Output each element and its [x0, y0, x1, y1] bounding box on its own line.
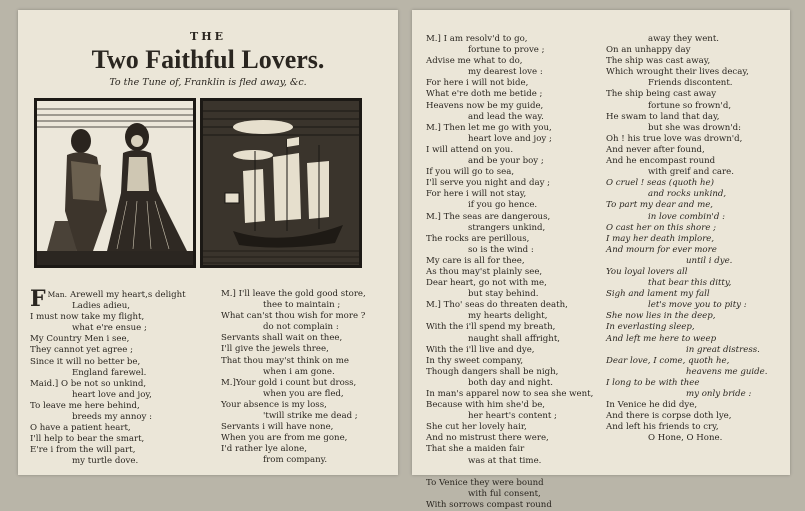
verse-line: You loyal lovers all: [606, 266, 688, 277]
verse-line: England farewel.: [72, 367, 147, 378]
verse-line: M.]Your gold i count but dross,: [221, 377, 357, 388]
verse-line: Though dangers shall be nigh,: [426, 366, 559, 377]
verse-line: With the i'll spend my breath,: [426, 322, 556, 333]
verse-line: in great distress.: [686, 344, 760, 355]
verse-line: let's move you to pity :: [648, 300, 747, 311]
woodcut-ship: [200, 98, 362, 268]
verse-line: O Hone, O Hone.: [648, 433, 723, 444]
verse-line: Which wrought their lives decay,: [606, 67, 749, 78]
verse-line: Your absence is my loss,: [221, 399, 327, 410]
verse-line: And he encompast round: [606, 156, 716, 167]
verse-line: He swam to land that day,: [606, 111, 720, 122]
verse-line: I'll serve you night and day ;: [426, 178, 551, 189]
verse-line: Servants shall wait on thee,: [221, 333, 343, 344]
verse-line: Maid.] O be not so unkind,: [30, 378, 147, 389]
verse-line: That she a maiden fair: [426, 444, 525, 455]
verse-line: my turtle dove.: [72, 456, 139, 467]
verse-line: thee to maintain ;: [263, 300, 341, 311]
verse-line: And left me here to weep: [606, 333, 717, 344]
verse-line: She now lies in the deep,: [606, 311, 716, 322]
verse-line: With sorrows compast round: [426, 499, 552, 510]
verse-line: M.] I am resolv'd to go,: [426, 34, 528, 44]
verse-line: To leave me here behind,: [30, 400, 140, 411]
verse-line: if you go hence.: [468, 200, 538, 211]
verse-line: She cut her lovely hair,: [426, 422, 527, 433]
verse-line: In Venice he did dye,: [606, 400, 698, 411]
right-page: [412, 10, 790, 510]
verse-line: M.] Tho' seas do threaten death,: [426, 300, 568, 311]
verse-line: The ship was cast away,: [606, 56, 711, 67]
verse-line: when i am gone.: [263, 366, 335, 377]
drop-cap: F: [30, 286, 46, 312]
verse-line: heart love and joy ;: [468, 133, 552, 144]
verse-line: They cannot yet agree ;: [30, 345, 133, 356]
verse-line: I may her death implore,: [606, 233, 715, 244]
verse-line: And no mistrust there were,: [426, 433, 549, 444]
verse-line: in love combin'd :: [648, 211, 726, 222]
speaker-tag: Man.: [47, 290, 67, 299]
verse-line: Dear heart, go not with me,: [426, 278, 547, 289]
verse-line: O cruel ! seas (quoth he): [606, 178, 715, 189]
verse-line: And never after found,: [606, 144, 705, 155]
verse-line: but stay behind.: [468, 289, 539, 300]
verse-line: I must now take my flight,: [30, 312, 145, 323]
verse-line: When you are from me gone,: [221, 433, 348, 444]
verse-line: Because with him she'd be,: [426, 400, 546, 411]
verse-line: My care is all for thee,: [426, 255, 525, 266]
verse-line: from company.: [263, 455, 328, 466]
verse-line: On an unhappy day: [606, 45, 691, 56]
verse-line: what e're ensue ;: [72, 323, 147, 334]
verse-line: And mourn for ever more: [606, 244, 717, 255]
verse-line: and rocks unkind,: [648, 189, 727, 200]
woodcut-couple: [34, 98, 196, 268]
verse-line: Sigh and lament my fall: [606, 289, 710, 300]
verse-line: both day and night.: [468, 377, 554, 388]
verse-line: [426, 467, 606, 478]
verse-line: heavens me guide.: [686, 366, 768, 377]
verse-line: Advise me what to do,: [426, 56, 523, 67]
verse-line: And left his friends to cry,: [606, 422, 719, 433]
verse-line: Dear love, I come, quoth he,: [606, 355, 730, 366]
verse-line: my only bride :: [686, 389, 752, 399]
verse-line: In everlasting sleep,: [606, 322, 695, 333]
verse-line: heart love and joy,: [72, 389, 152, 400]
verse-line: What e're doth me betide ;: [426, 89, 543, 100]
verse-line: Oh ! his true love was drown'd,: [606, 133, 743, 144]
verse-line: What can'st thou wish for more ?: [221, 311, 366, 322]
verse-line: That thou may'st think on me: [221, 355, 349, 366]
verse-line: strangers unkind,: [468, 222, 546, 233]
right-page-column-2: [606, 34, 786, 444]
verse-line: fortune so frown'd,: [648, 100, 732, 111]
verse-line: M.] The seas are dangerous,: [426, 211, 551, 222]
verse-line: I will attend on you.: [426, 144, 514, 155]
verse-line: O cast her on this shore ;: [606, 222, 717, 233]
verse-line: with greif and care.: [648, 167, 734, 178]
verse-line: For here i will not stay,: [426, 189, 527, 200]
verse-line: was at that time.: [468, 455, 542, 466]
verse-line: with ful consent,: [468, 488, 541, 499]
verse-line: O have a patient heart,: [30, 423, 131, 434]
verse-line: For here i will not bide,: [426, 78, 529, 89]
verse-line: Ladies adieu,: [72, 301, 131, 312]
tune-line: To the Tune of, Franklin is fled away, &c.: [109, 77, 307, 88]
verse-line: As thou may'st plainly see,: [426, 266, 543, 277]
verse-line: I'll give the jewels three,: [221, 344, 329, 355]
verse-line: her heart's content ;: [468, 411, 557, 422]
verse-text: Arewell my heart,s delight: [70, 290, 186, 300]
verse-line: I'll help to bear the smart,: [30, 434, 145, 445]
verse-line: fortune to prove ;: [468, 45, 545, 56]
verse-line: M.] Then let me go with you,: [426, 122, 552, 133]
verse-line: To Venice they were bound: [426, 477, 544, 488]
page-title: Two Faithful Lovers.: [91, 45, 325, 74]
verse-line: And there is corpse doth lye,: [606, 411, 732, 422]
title-the: THE: [190, 30, 226, 43]
verse-line: Friends discontent.: [648, 78, 733, 89]
verse-line: I long to be with thee: [606, 377, 700, 388]
verse-line: that bear this ditty,: [648, 278, 732, 289]
verse-line: In man's apparel now to sea she went,: [426, 389, 594, 399]
verse-line: my dearest love :: [468, 67, 543, 78]
verse-line: In thy sweet company,: [426, 355, 524, 366]
verse-line: so is the wind :: [468, 244, 534, 255]
verse-line: my hearts delight,: [468, 311, 548, 322]
verse-line: and lead the way.: [468, 111, 544, 122]
verse-line: but she was drown'd:: [648, 122, 742, 133]
verse-line: away they went.: [648, 34, 720, 44]
verse-line: Heavens now be my guide,: [426, 100, 544, 111]
verse-line: and be your boy ;: [468, 156, 544, 167]
verse-line: breeds my annoy :: [72, 412, 153, 423]
left-page: [18, 10, 398, 475]
verse-line: My Country Men i see,: [30, 334, 130, 345]
verse-line: The ship being cast away: [606, 89, 717, 100]
verse-line: when you are fled,: [263, 388, 344, 399]
verse-line: M.] I'll leave the gold good store,: [221, 289, 366, 299]
verse-line: do not complain :: [263, 322, 339, 333]
verse-line: Since it will no better be,: [30, 356, 141, 367]
verse-line: until i dye.: [686, 255, 733, 266]
verse-line: To part my dear and me,: [606, 200, 714, 211]
verse-line: 'twill strike me dead ;: [263, 411, 358, 422]
verse-line: Servants i will have none,: [221, 422, 334, 433]
verse-line: The rocks are perillous,: [426, 233, 530, 244]
left-page-column-2: [221, 289, 396, 467]
right-page-column-1: [426, 34, 606, 511]
verse-line: I'd rather lye alone,: [221, 444, 307, 455]
verse-line: If you will go to sea,: [426, 167, 515, 178]
verse-line: With the i'll live and dye,: [426, 344, 535, 355]
verse-line: naught shall affright,: [468, 333, 561, 344]
left-page-column-1: [30, 286, 220, 468]
verse-line: E're i from the will part,: [30, 445, 136, 456]
